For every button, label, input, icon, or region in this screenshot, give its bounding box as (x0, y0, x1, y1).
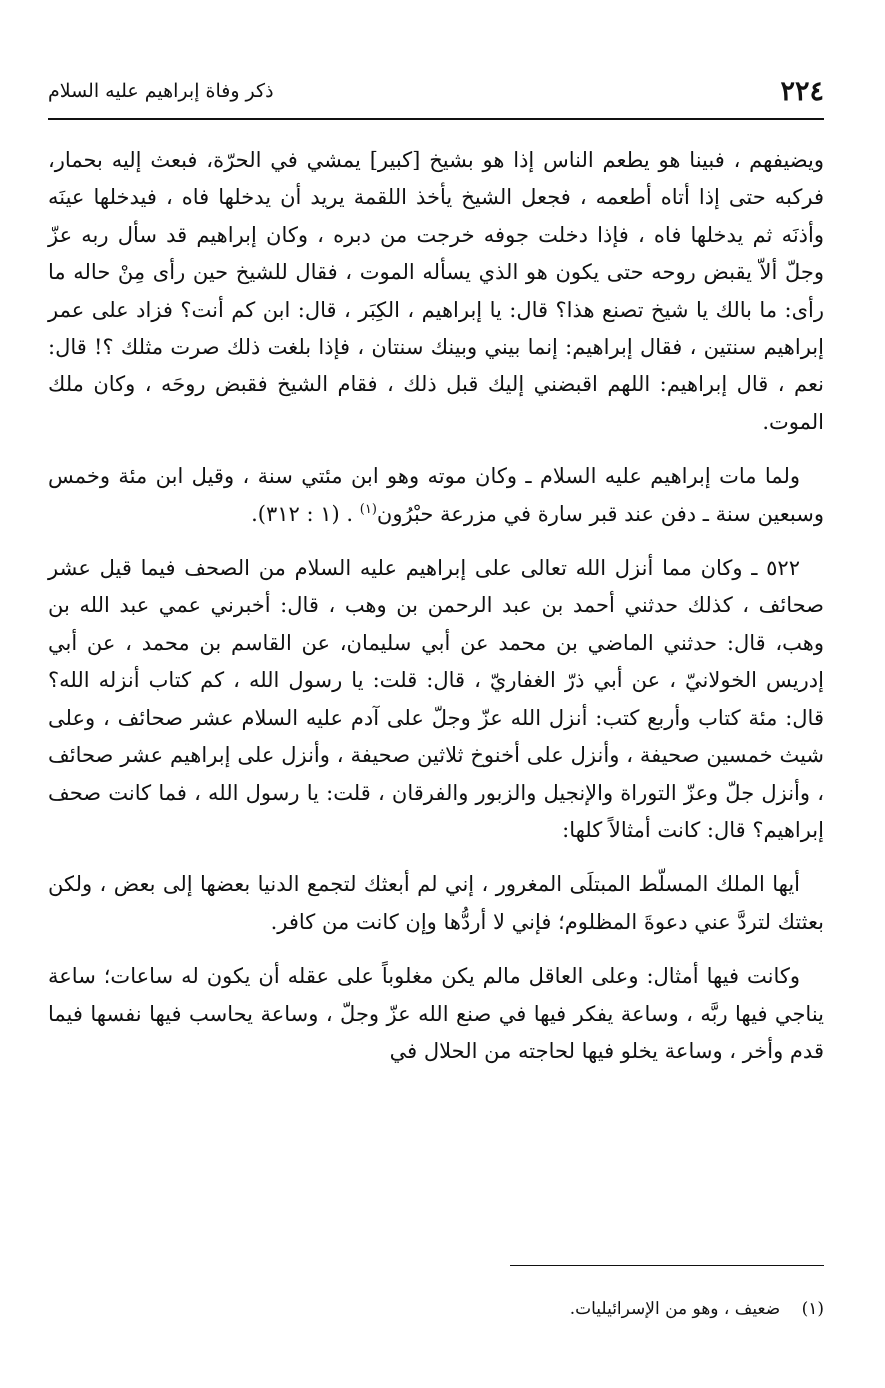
footnote-text: ضعيف ، وهو من الإسرائيليات. (569, 1299, 781, 1319)
paragraph-text-tail: . (١ : ٣١٢). (251, 501, 360, 526)
running-title: ذكر وفاة إبراهيم عليه السلام (48, 80, 274, 102)
book-page (48, 70, 824, 1360)
footnote-number: (١) (801, 1299, 824, 1319)
footnote-item (48, 1296, 824, 1322)
paragraph-proverb-king: أيها الملك المسلّط المبتلَى المغرور ، إني لم أبعثك لتجمع الدنيا بعضها إلى بعض ، ولكن بعثتك لتردَّ عني دعوةَ المظلوم؛ فإني لا أردُّها وإن كانت من كافر. (48, 872, 824, 934)
footnote-reference[interactable]: (١) (359, 501, 377, 517)
footnote-divider (510, 1265, 824, 1266)
paragraph-522-scrolls: ٥٢٢ ـ وكان مما أنزل الله تعالى على إبراهيم عليه السلام من الصحف فيما قيل عشر صحائف ، كذلك حدثني أحمد بن عبد الرحمن بن وهب ، قال: أخبرني عمي عبد الله بن وهب، قال: حدثني الماضي بن محمد عن أبي سليمان، عن القاسم بن محمد ، عن أبي إدريس الخولانيّ ، عن أبي ذرّ الغفاريّ ، قال: قلت: يا رسول الله ، كم كتاب أنزله الله؟ قال: مئة كتاب وأربع كتب: أنزل الله عزّ وجلّ على آدم عليه السلام عشر صحائف ، وعلى شيث خمسين صحيفة ، وأنزل على أخنوخ ثلاثين صحيفة ، وأنزل على إبراهيم عشر صحائف ، وأنزل جلّ وعزّ التوراة والإنجيل والزبور والفرقان ، قلت: يا رسول الله ، فما كانت صحف إبراهيم؟ قال: كانت أمثالاً كلها: (48, 556, 825, 842)
paragraph-proverb-wise: وكانت فيها أمثال: وعلى العاقل مالم يكن مغلوباً على عقله أن يكون له ساعات؛ ساعة يناجي فيها ربَّه ، وساعة يفكر فيها في صنع الله عزّ وجلّ ، وساعة يحاسب فيها نفسها فيما قدم وأخر ، وساعة يخلو فيها لحاجته من الحلال في (48, 964, 824, 1063)
page-number: ٢٢٤ (780, 76, 824, 107)
running-header (48, 70, 824, 120)
paragraph-story-continuation: ويضيفهم ، فبينا هو يطعم الناس إذا هو بشيخ [كبير] يمشي في الحرّة، فبعث إليه بحمار، فركبه حتى إذا أتاه أطعمه ، فجعل الشيخ يأخذ اللقمة يريد أن يدخلها فاه ، فيدخلها عينَه وأذنَه ثم يدخلها فاه ، فإذا دخلت جوفه خرجت من دبره ، وكان إبراهيم قد سأل ربه عزّ وجلّ ألاّ يقبض روحه حتى يكون هو الذي يسأله الموت ، فقال للشيخ حين رأى مِنْ حاله ما رأى: ما بالك يا شيخ تصنع هذا؟ قال: يا إبراهيم ، الكِبَر ، قال: ابن كم أنت؟ فزاد على عمر إبراهيم سنتين ، فقال إبراهيم: إنما بيني وبينك سنتان ، فإذا بلغت ذلك صرت مثلك ؟! قال: نعم ، قال إبراهيم: اللهم اقبضني إليك قبل ذلك ، فقام الشيخ فقبض روحَه ، وكان ملك الموت. (48, 148, 824, 434)
footnotes (48, 1296, 824, 1322)
paragraph-death-of-ibrahim (48, 458, 824, 533)
body-text (48, 142, 824, 1070)
paragraph-text: ولما مات إبراهيم عليه السلام ـ وكان موته وهو ابن مئتي سنة ، وقيل ابن مئة وخمس وسبعين سنة ـ دفن عند قبر سارة في مزرعة حبْرُون (48, 464, 824, 526)
